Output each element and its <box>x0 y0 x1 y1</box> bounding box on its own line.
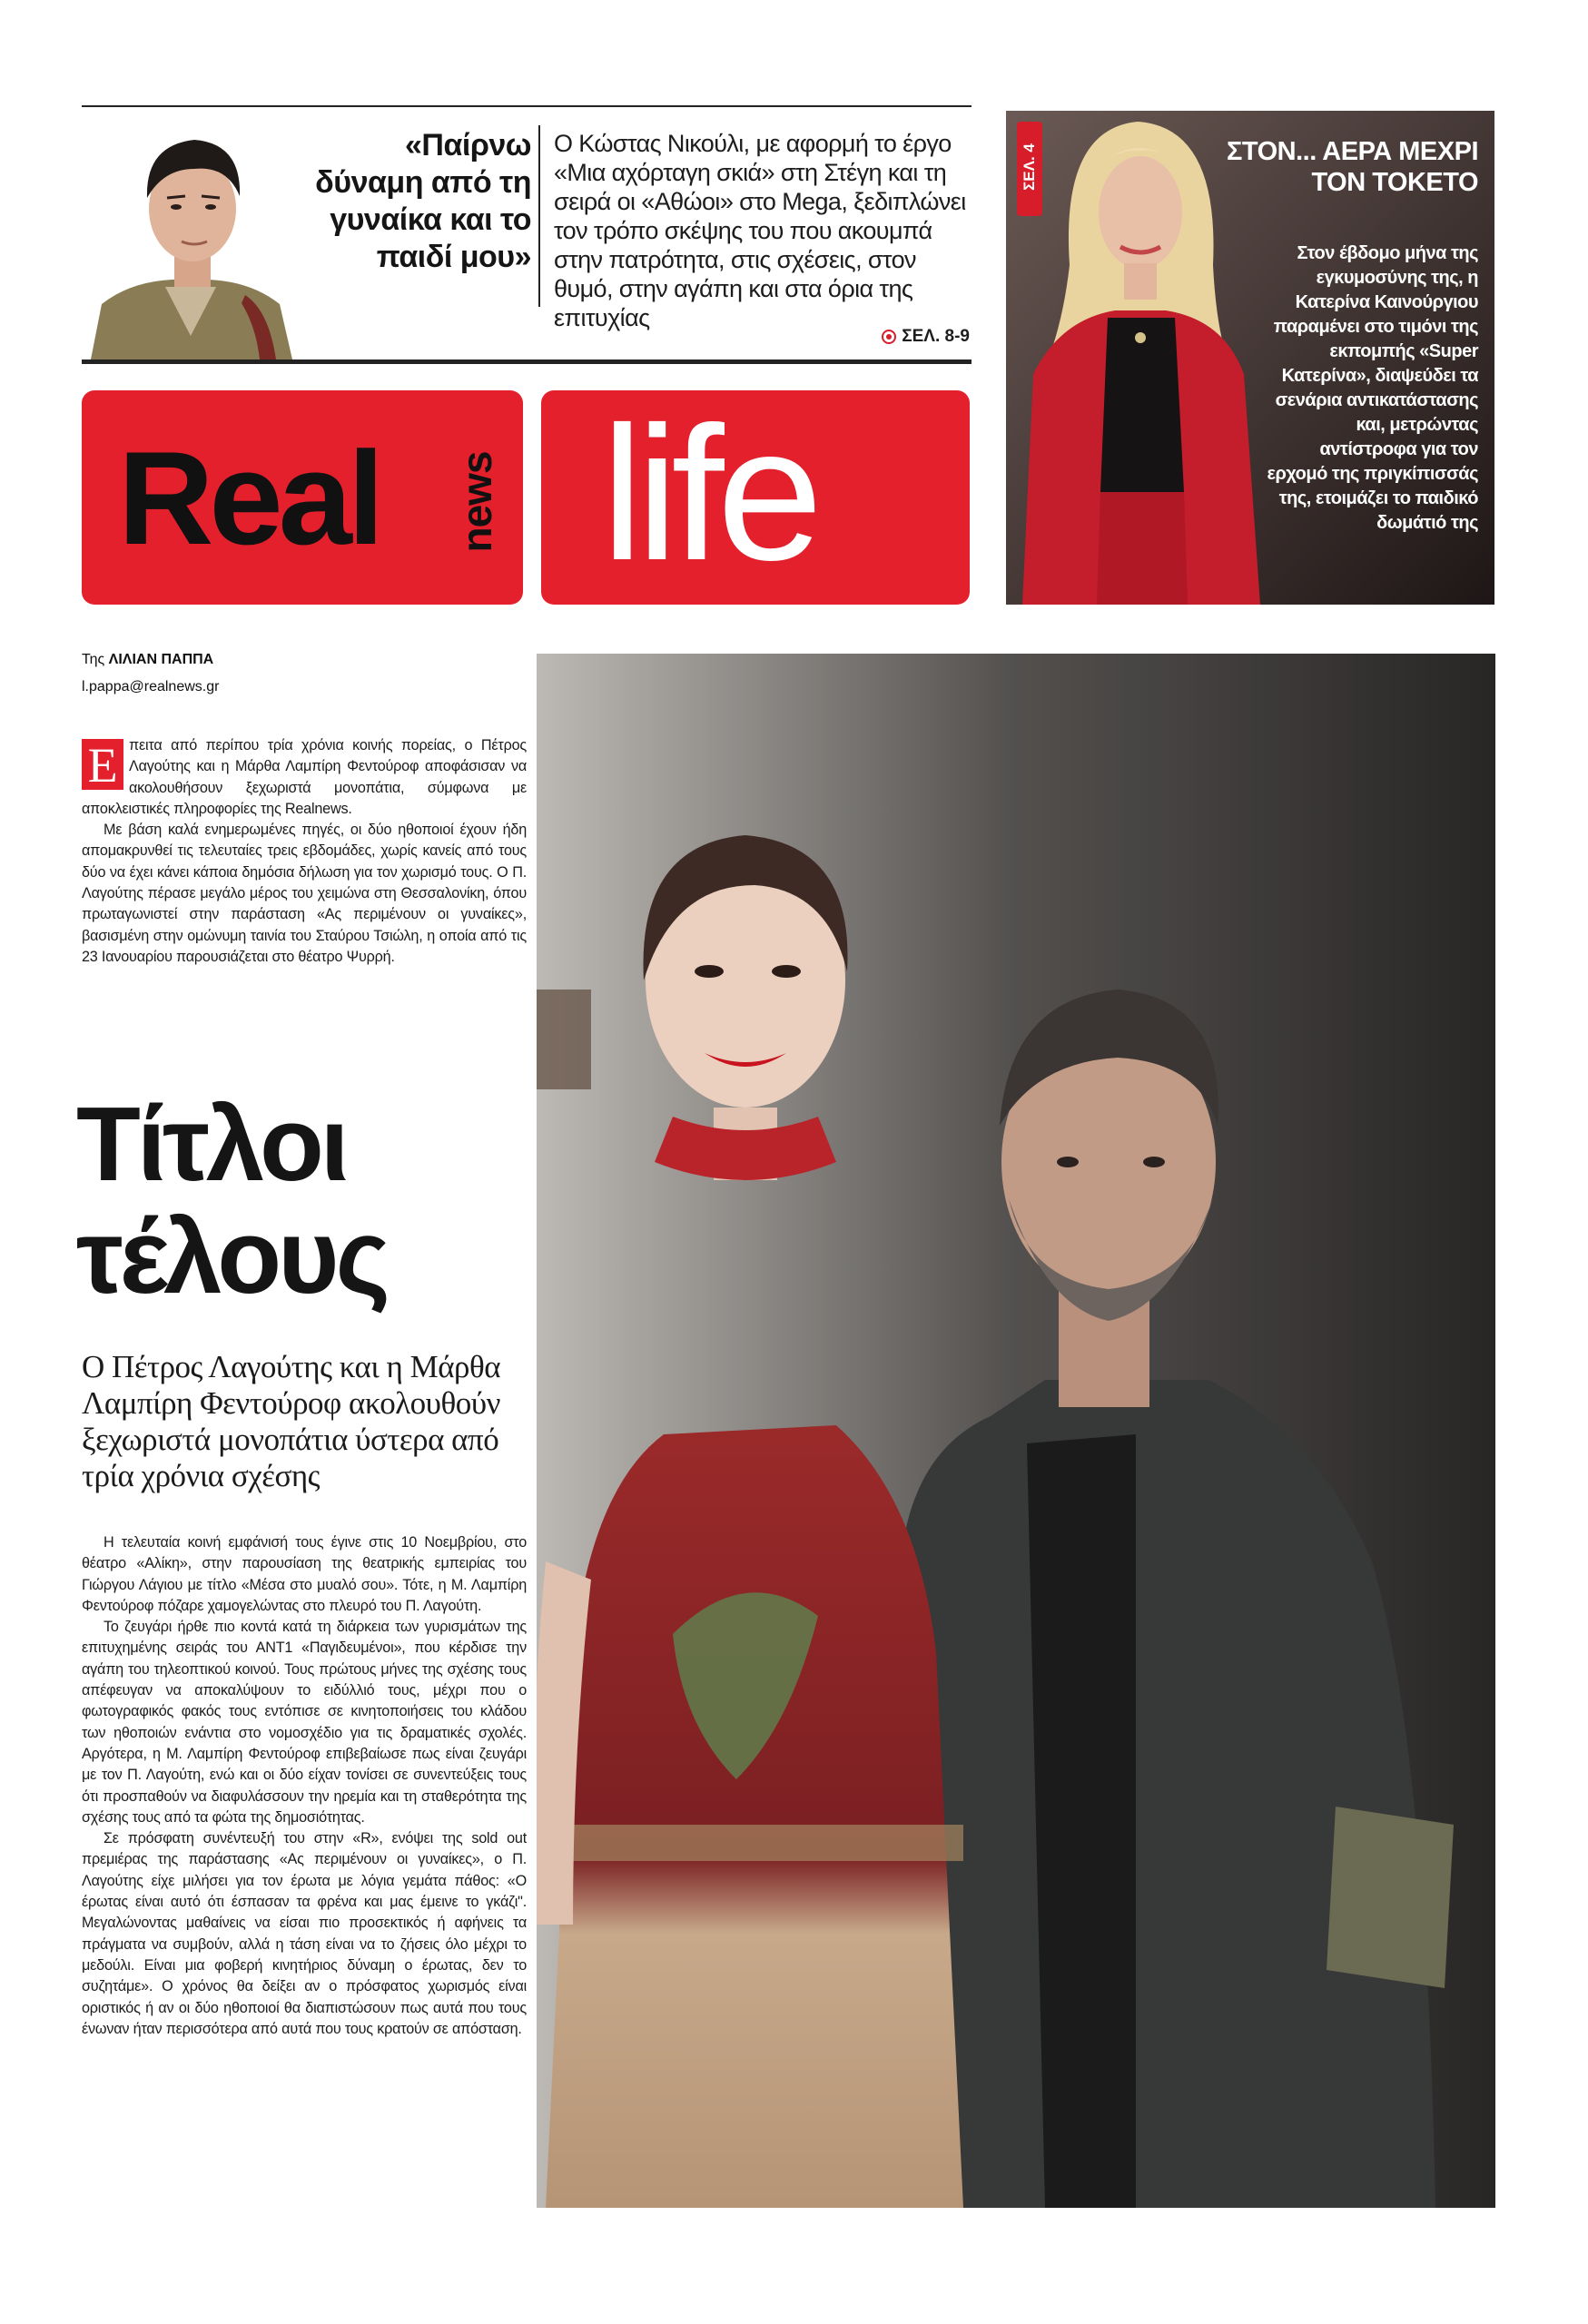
logo-news-text: news <box>453 451 500 553</box>
promo-box[interactable] <box>1006 111 1494 605</box>
teaser-summary: Ο Κώστας Νικούλι, με αφορμή το έργο «Μια αχόρταγη σκιά» στη Στέγη και τη σειρά οι «Αθώοι» στο Mega, ξεδιπλώνει τον τρόπο σκέψης του που ακουμπά στην πατρότητα, στις σχέσεις, στον θυμό, στην αγάπη και στα όρια της επιτυχίας <box>554 130 966 331</box>
teaser-page-ref[interactable] <box>882 327 970 347</box>
logo-real-text: Real <box>118 424 380 572</box>
teaser-bottom-rule <box>82 359 972 364</box>
byline-email[interactable]: l.pappa@realnews.gr <box>82 679 220 694</box>
logo-life-block <box>541 387 970 605</box>
lead-paragraph-2: Με βάση καλά ενημερωμένες πηγές, οι δύο ηθοποιοί έχουν ήδη απομακρυνθεί τις τελευταίες τρεις εβδομάδες, χωρίς κανείς από τους δύο να έχει κάνει κάποια δημόσια δήλωση για τον χωρισμό τους. Ο Π. Λαγούτης πέρασε μεγάλο μέρος του χειμώνα στη Θεσσαλονίκη, όπου πρωταγωνιστεί στην παράσταση «Ας περιμένουν οι γυναίκες», βασισμένη στην ομώνυμη ταινία του Σταύρου Τσιώλη, η οποία από τις 23 Ιανουαρίου παρουσιάζεται στο θέατρο Ψυρρή. <box>82 822 527 965</box>
teaser-box[interactable] <box>82 105 972 361</box>
drop-cap: Ε <box>82 739 123 790</box>
target-icon <box>882 330 896 344</box>
teaser-top-rule <box>82 105 972 107</box>
logo-news-wrapper <box>452 432 499 568</box>
body-paragraph-2: Το ζευγάρι ήρθε πιο κοντά κατά τη διάρκεια των γυρισμάτων της επιτυχημένης σειράς του ΑΝΤ1 «Παγιδευμένοι», που κέρδισε την αγάπη του τηλεοπτικού κοινού. Τους πρώτους μήνες της σχέσης τους απέφευγαν να αποκαλύψουν το ειδύλλιό τους, μέχρι που ο φωτογραφικός φακός τους εντόπισε σε κινητοποιήσεις του κλάδου των ηθοποιών ενάντια στο νομοσχέδιο για τις δραματικές σχολές. Αργότερα, η Μ. Λαμπίρη Φεντούροφ επιβεβαίωσε πως είναι ζευγάρι με τον Π. Λαγούτη, ενώ και οι δύο είχαν τονίσει σε συνεντεύξεις τους ότι προσπαθούν να διαφυλάσσουν την ηρεμία και τη σταθερότητα της σχέσης τους από τα φώτα της δημοσιότητας. <box>82 1619 527 1826</box>
body-paragraph-1: Η τελευταία κοινή εμφάνισή τους έγινε στις 10 Νοεμβρίου, στο θέατρο «Αλίκη», στην παρουσίαση της θεατρικής εμπειρίας του Γιώργου Λάγιου με τίτλο «Μέσα στο μυαλό σου». Τότε, η Μ. Λαμπίρη Φεντούροφ πόζαρε χαμογελώντας στο πλευρό του Π. Λαγούτη. <box>82 1534 527 1614</box>
article-subheadline: Ο Πέτρος Λαγούτης και η Μάρθα Λαμπίρη Φεντούροφ ακολουθούν ξεχωριστά μονοπάτια ύστερα από τρία χρόνια σχέσης <box>82 1349 501 1493</box>
logo-real-block <box>82 390 523 605</box>
lead-paragraph-1 <box>82 735 527 820</box>
promo-page-label: ΣΕΛ. 4 <box>1021 143 1038 191</box>
body-paragraph-3: Σε πρόσφατη συνέντευξή του στην «R», ενόψει της sold out πρεμιέρας της παράστασης «Ας περιμένουν οι γυναίκες», ο Π. Λαγούτης είχε μιλήσει για τον έρωτα με λόγια γεμάτα πάθος: «Ο έρωτας είναι αυτό ότι έσπασαν τα φρένα και μας έμεινε το γκάζι". Μεγαλώνοντας μαθαίνεις να είσαι πιο προσεκτικός ή αφήνεις τα πράγματα να συμβούν, αλλά η τάση είναι να το ζήσεις όλο μέχρι το μεδούλι. Είναι μια φοβερή κινητήριος δύναμη ο έρωτας, δεν το συζητάμε». Ο χρόνος θα δείξει αν ο πρόσφατος χωρισμός είναι οριστικός ή αν οι δύο ηθοποιοί θα διαπιστώσουν πως αυτά που τους ένωναν ήταν περισσότερα από αυτά που τους κρατούν σε απόσταση. <box>82 1830 527 2037</box>
main-couple-photo <box>537 654 1495 2208</box>
teaser-quote: «Παίρνω δύναμη από τη γυναίκα και το παιδί μου» <box>315 128 531 274</box>
teaser-divider <box>538 125 540 307</box>
promo-page-tag <box>1017 122 1042 216</box>
promo-title: ΣΤΟΝ... ΑΕΡΑ ΜΕΧΡΙ ΤΟΝ ΤΟΚΕΤΟ <box>1227 137 1478 197</box>
headline-line-2: τέλους <box>76 1197 387 1315</box>
headline-line-1: Τίτλοι <box>76 1085 347 1203</box>
byline-prefix: Της <box>82 652 105 667</box>
teaser-page-label: ΣΕΛ. 8-9 <box>902 327 970 346</box>
article-body <box>82 1532 527 2040</box>
lead-text <box>82 735 527 968</box>
teaser-portrait-photo <box>82 109 300 359</box>
byline-author: ΛΙΛΙΑΝ ΠΑΠΠΑ <box>108 652 214 667</box>
logo-life-text: life <box>601 387 816 600</box>
byline <box>82 646 219 701</box>
article-headline <box>76 1085 530 1315</box>
promo-summary: Στον έβδομο μήνα της εγκυμοσύνης της, η Κατερίνα Καινούργιου παραμένει στο τιμόνι της εκπομπής «Super Κατερίνα», διαψεύδει τα σενάρια αντικατάστασης και, μετρώντας αντίστροφα για τον ερχομό της πριγκίπισσάς της, ετοιμάζει το παιδικό δωμάτιό της <box>1267 243 1478 533</box>
lead-paragraph-1-text: πειτα από περίπου τρία χρόνια κοινής πορείας, ο Πέτρος Λαγούτης και η Μάρθα Λαμπίρη Φεντούροφ αποφάσισαν να ακολουθήσουν ξεχωριστά μονοπάτια, σύμφωνα με αποκλειστικές πληροφορίες της Realnews. <box>82 737 527 817</box>
